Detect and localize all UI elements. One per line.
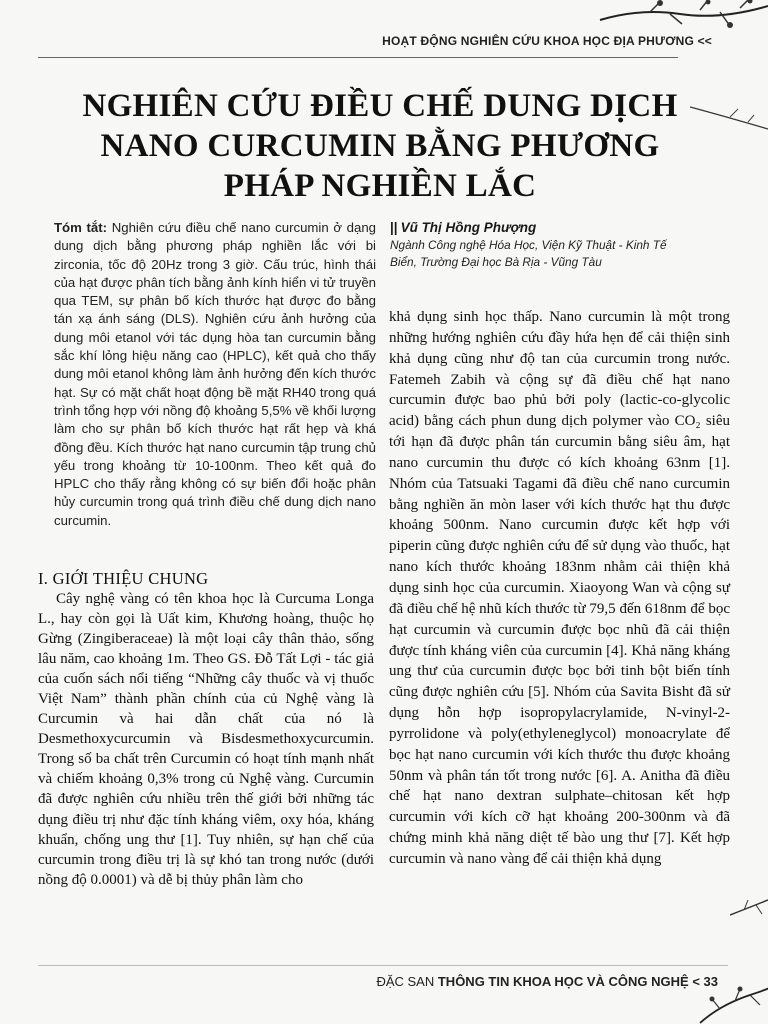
author-bar: || [390,220,398,235]
branch-ornament-bottom-icon [690,985,768,1024]
branch-sketch-lower-icon [730,890,768,930]
title-line-2: NANO CURCUMIN BẰNG PHƯƠNG [100,128,660,164]
abstract-text: Nghiên cứu điều chế nano curcumin ở dạng dung dịch bằng phương pháp nghiền lắc với bi zirconia, tốc độ 20Hz trong 3 giờ. Cấu trúc, hình thái của hạt được phân tích bằng ảnh kính hiển vi tử truyền qua TEM, sự phân bố kích thước hạt được đo bằng tán xạ ánh sáng (DLS). Nghiên cứu ảnh hưởng của dung môi etanol với tác dụng hòa tan curcumin bằng sắc khí lỏng hiệu năng cao (HPLC), kết quả cho thấy dung môi etanol không làm ảnh hưởng đến kích thước hạt. Sự có mặt chất hoạt động bề mặt RH40 trong quá trình tổng hợp với nồng độ khoảng 5,5% về khối lượng làm cho sự phân bố kích thước hạt rất hẹp và khá đồng đều. Kích thước hạt nano curcumin tập trung chủ yếu trong khoảng từ 10-100nm. Theo kết quả đo HPLC cho thấy rằng không có sự biến đổi hoặc phân hủy curcumin trong quá trình điều chế dung dịch nano curcumin. [54,220,376,528]
footer-rule [38,965,728,966]
left-column-paragraph: Cây nghệ vàng có tên khoa học là Curcuma Longa L., hay còn gọi là Uất kim, Khương hoàng, thuộc họ Gừng (Zingiberaceae) là một loại cây thân thảo, sống lâu năm, cao khoảng 1m. Theo GS. Đỗ Tất Lợi - tác giả của cuốn sách nổi tiếng “Những cây thuốc và vị thuốc Việt Nam” thành phần chính của củ Nghệ vàng là Curcumin và hai dẫn chất của nó là Desmethoxycurcumin và Bisdesmethoxycurcumin. Trong số ba chất trên Curcumin có hoạt tính mạnh nhất và chiếm khoảng 0,3% trong củ Nghệ vàng. Curcumin đã được nghiên cứu nhiều trên thế giới bởi những tác dụng điều trị như đặc tính kháng viêm, oxy hóa, kháng khuẩn, chống ung thư [1]. Tuy nhiên, sự hạn chế của curcumin trong điều trị là sự khó tan trong nước (dưới nồng độ 0.0001) và dễ bị thủy phân làm cho [38,591,374,888]
page-number: < 33 [688,974,718,989]
title-line-1: NGHIÊN CỨU ĐIỀU CHẾ DUNG DỊCH [82,88,678,124]
running-header-text: HOẠT ĐỘNG NGHIÊN CỨU KHOA HỌC ĐỊA PHƯƠNG << [382,34,712,48]
abstract-label: Tóm tắt: [54,220,108,235]
footer-journal: THÔNG TIN KHOA HỌC VÀ CÔNG NGHỆ [437,974,689,989]
footer-prefix: ĐẶC SAN [376,974,438,989]
affiliation-line-2: Biển, Trường Đại học Bà Rịa - Vũng Tàu [390,255,602,269]
header-rule [38,57,678,58]
author-line [390,219,730,237]
page-footer [376,974,718,989]
section-heading: I. GIỚI THIỆU CHUNG [38,569,209,588]
author-name: Vũ Thị Hồng Phượng [400,220,537,235]
left-column-body [38,589,374,890]
title-line-3: PHÁP NGHIỀN LẮC [223,168,537,204]
right-column-body [389,307,730,870]
affiliation-line-1: Ngành Công nghệ Hóa Học, Viện Kỹ Thuật - Kinh Tế [390,238,667,252]
abstract [54,219,376,530]
author-block [390,219,730,271]
right-column-paragraph: khả dụng sinh học thấp. Nano curcumin là một trong những hướng nghiên cứu đầy hứa hẹn để cải thiện sinh khả dụng cũng như độ tan của curcumin trong nước. Fatemeh Zabih và cộng sự đã điều chế hạt nano curcumin được bao phủ bởi poly (lactic-co-glycolic acid) bằng cách phun dung dịch polymer vào CO₂ siêu tới hạn đã được phân tán curcumin bằng siêu âm, hạt nano curcumin thu được có kích khoảng 63nm [1]. Nhóm của Tatsuaki Tagami đã điều chế nano curcumin bằng nghiền ăn mòn laser với kích thước hạt thu được khoảng 500nm. Nano curcumin được kết hợp với piperin cũng được nghiên cứu để sử dụng vào thuốc, hạt nano kích thước khoảng 183nm nhằm cải thiện khả dụng sinh học của curcumin. Xiaoyong Wan và cộng sự đã điều chế hệ nhũ kích thước từ 79,5 đến 618nm để bọc hạt curcumin và curcumin được bọc nhũ đã cải thiện được tính kháng viên của curcumin [4]. Khả năng kháng ung thư của curcumin được bọc bởi tinh bột biến tính cũng được nghiên cứu [5]. Nhóm của Savita Bisht đã sử dụng hỗn hợp isopropylacrylamide, N-vinyl-2-pyrrolidone và poly(ethyleneglycol) monoacrylate để bọc hạt nano curcumin với kích thước thu được khoảng 50nm và phân tán tốt trong nước [6]. A. Anitha đã điều chế hạt nano dextran sulphate–chitosan kết hợp curcumin với kích cỡ hạt khoảng 200-300nm và đã chứng minh khả năng diệt tế bào ung thư [7]. Kết hợp curcumin và nano vàng để cải thiện khả dụng [389,309,730,867]
running-header [320,30,720,52]
article-title [30,86,730,206]
